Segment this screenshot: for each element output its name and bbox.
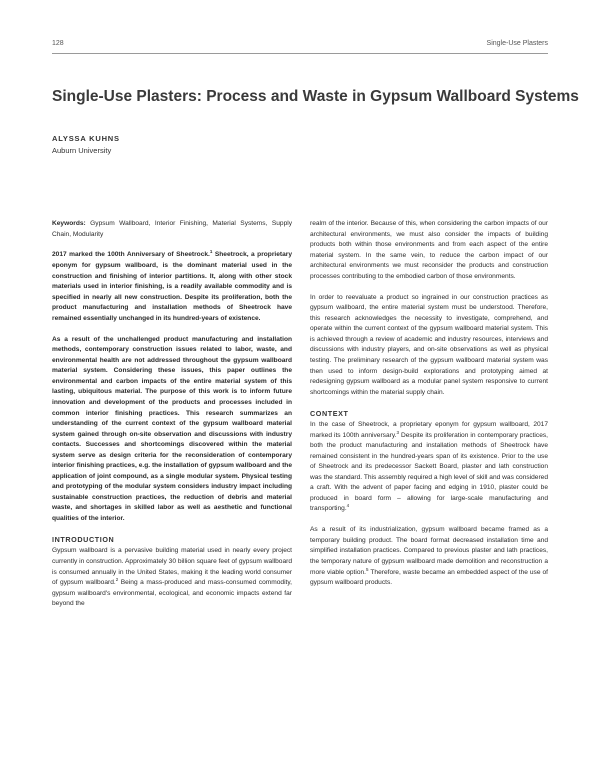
- page-number: 128: [52, 40, 64, 47]
- keywords: [52, 219, 292, 240]
- running-header: [52, 40, 548, 52]
- right-column: [310, 219, 548, 599]
- context-paragraph-2: As a result of its industrialization, gypsum wallboard became framed as a temporary building product. The board format decreased installation time and simplified installation practices. Compared to previous plaster and lath practices, the temporary nature of gypsum wallboard made demolition and reconstruction a more viable option.$^5$ Therefore, waste became an embedded aspect of the use of gypsum wallboard products.: [310, 526, 548, 587]
- abstract-paragraph-2: As a result of the unchallenged product manufacturing and installation methods, contemporary construction issues related to labor, waste, and environmental health are not addressed throughout the gypsum wallboard material system. Considering these issues, this paper outlines the environmental and carbon impacts of the entire material system of this lasting, ubiquitous material. The purpose of this work is to inform future innovation and development of the products and processes included in common interior finishing practices. This research summarizes an understanding of the current context of the gypsum wallboard material system gained through on-site observation and discussions with industry contacts. Successes and shortcomings discovered within the material system serve as design criteria for the reconsideration of contemporary interior finishing practices, e.g. the installation of gypsum wallboard and the application of joint compound, as a single modular system. Physical testing and prototyping of the modular system considers industry impact including sustainable construction practices, the reduction of debris and material waste, and shortages in skilled labor as well as aesthetic and functional qualities of the interior.: [52, 335, 292, 522]
- left-column: [52, 219, 292, 620]
- introduction-paragraph-1-continued: realm of the interior. Because of this, when considering the carbon impacts of our architectural environments, we must also consider the impacts of building products both within those environments and from each aspect of the entire material system. In the same vein, to reduce the carbon impact of our architectural environments we must reconsider the products and construction processes contributing to the embodied carbon of those environments.: [310, 220, 548, 280]
- keywords-label: Keywords:: [52, 220, 86, 227]
- section-heading-context: CONTEXT: [310, 408, 349, 418]
- introduction-paragraph-1: Gypsum wallboard is a pervasive building material used in nearly every project currently in construction. Approximately 30 billion square feet of gypsum wallboard is consumed annually in the United States, making it the leading world consumer of gypsum wallboard.$^2$ Being a mass-produced and mass-consumed commodity, gypsum wallboard's environmental, ecological, and economic impacts extend far beyond the: [52, 547, 293, 608]
- abstract-paragraph-1: 2017 marked the 100th Anniversary of Sheetrock.$^1$ Sheetrock, a proprietary eponym for gypsum wallboard, is the dominant material used in the construction and finishing of interior partitions. It, along with other stock materials used in interior finishing, is a readily available commodity and is specified in nearly all new construction. Despite its proliferation, both the product manufacturing and installation methods of Sheetrock have remained essentially unchanged in its hundred-years of existence.: [52, 249, 292, 322]
- author-affiliation: Auburn University: [52, 146, 112, 155]
- running-title: Single-Use Plasters: [486, 40, 548, 47]
- keywords-text: Gypsum Wallboard, Interior Finishing, Material Systems, Supply Chain, Modularity: [52, 220, 292, 238]
- author-name: ALYSSA KUHNS: [52, 134, 120, 143]
- header-rule: [52, 53, 548, 54]
- section-heading-introduction: INTRODUCTION: [52, 534, 115, 544]
- context-paragraph-1: In the case of Sheetrock, a proprietary eponym for gypsum wallboard, 2017 marked its 100th anniversary.$^3$ Despite its proliferation in contemporary practices, both the product manufacturing and installation methods of Sheetrock have remained consistent in the hundred-years span of its existence. Prior to the use of Sheetrock and its predecessor Sackett Board, plaster and lath construction was the standard. This assembly required a high level of skill and was considered a craft. With the advent of paper facing and edging in 1910, plaster could be produced in board form – allowing for large-scale manufacturing and transporting.$^4$: [310, 421, 548, 513]
- paper-title: Single-Use Plasters: Process and Waste in Gypsum Wallboard Systems: [52, 88, 579, 105]
- introduction-paragraph-2: In order to reevaluate a product so ingrained in our construction practices as gypsum wallboard, the entire material system must be understood. Therefore, this research acknowledges the necessity to investigate, comprehend, and operate within the current context of the gypsum wallboard material system. This is achieved through a review of academic and industry resources, interviews and discussions with industry players, and on-site observations as well as physical testing. The preliminary research of the gypsum wallboard material system was then used to inform design-build explorations and prototyping aimed at redesigning gypsum wallboard as a modular panel system responsive to current shortcomings within the material supply chain.: [310, 293, 548, 396]
